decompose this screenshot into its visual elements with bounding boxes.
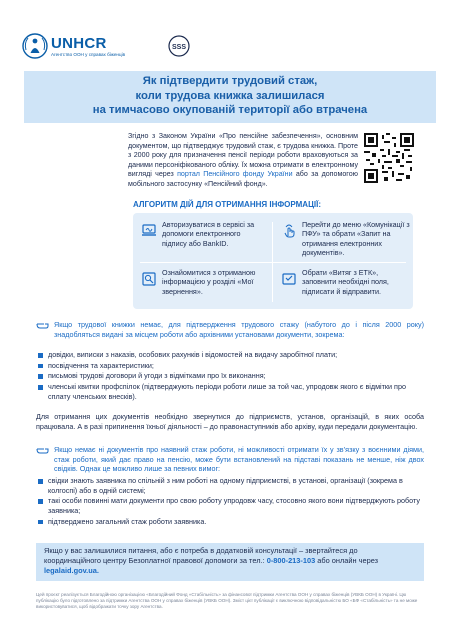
page-title <box>24 74 436 118</box>
document-search-icon <box>141 271 157 287</box>
select-form-icon <box>281 271 297 287</box>
intro-paragraph <box>128 132 358 190</box>
witnesses-note-text: Якщо немає ні документів про наявний стаж роботи, ні можливості отримати їх у зв’язку з воєнними діями, стаж роботи, який дає право на пенсію, може бути встановлений на підставі показань не менше, ніж двох свідків. Однак це можливо лише за певних вимог: <box>54 445 424 474</box>
step-2-menu-name: «Комунікації з ПФУ» <box>302 220 410 239</box>
witnesses-note <box>36 445 424 474</box>
list-item: підтверджено загальний стаж роботи заявника. <box>36 517 424 527</box>
title-line-3: на тимчасово окупованій території або втрачена <box>92 104 368 116</box>
sss-logo-icon <box>168 35 190 57</box>
step-4-text-c: , заповнити необхідні поля, підписати й відправити. <box>302 268 389 296</box>
unhcr-emblem-icon <box>22 33 48 59</box>
unhcr-logo-subtitle: Агентство ООН у справах біженців <box>51 52 126 57</box>
pointing-hand-icon <box>36 445 50 455</box>
step-3-section-name: «Мої звернення». <box>162 277 254 296</box>
contact-text-1: Якщо у вас залишилися питання, або є потреба в додатковій консультації – звертайтеся до координаційного центру Безоплатної правової допомоги за тел.: <box>44 546 358 566</box>
qr-code-icon[interactable] <box>364 133 414 183</box>
laptop-signature-icon <box>141 222 157 238</box>
list-item: свідки знають заявника по спільній з ним роботі на одному підприємстві, в установі, організації (зокрема в колгоспі) або в одній системі; <box>36 476 424 495</box>
list-item: довідки, виписки з наказів, особових рахунків і відомостей на видачу заробітної плати; <box>36 350 424 360</box>
list-item: членські квитки профспілок (підтверджують періоди роботи лише за той час, упродовж якого є відмітки про сплату членських внесків). <box>36 382 424 401</box>
sss-logo-text: SSS <box>171 43 187 51</box>
steps-divider-horizontal <box>140 262 406 263</box>
legalaid-site-link[interactable]: legalaid.gov.ua. <box>44 566 99 576</box>
step-3-text <box>162 268 266 296</box>
witness-requirements-list <box>36 476 424 528</box>
pension-fund-portal-link[interactable]: портал Пенсійного фонду України <box>177 170 293 179</box>
pointing-hand-icon <box>36 320 50 330</box>
step-2-text-c: та обрати <box>320 229 358 239</box>
step-2-text <box>302 220 410 257</box>
list-item: посвідчення та характеристики; <box>36 361 424 371</box>
unhcr-logo-text: UNHCR <box>51 35 107 52</box>
step-2-text-a: Перейти до меню <box>302 220 363 229</box>
step-4-extract-name: «Витяг з ЕТК» <box>328 268 377 277</box>
list-item: такі особи повинні мати документи про свою роботу упродовж часу, стосовно якого вони підтверджують роботу заявника; <box>36 496 424 515</box>
list-item: письмові трудові договори й угоди з відмітками про їх виконання; <box>36 371 424 381</box>
step-2-request-name: «Запит на отримання електронних документів». <box>302 229 391 257</box>
where-to-apply-paragraph: Для отримання цих документів необхідно звернутися до підприємств, установ, організацій, в яких особа працювала. А в разі припинення їхньої діяльності – до правонаступників або архіву, куди передали документацію. <box>36 412 424 431</box>
step-4-text-a: Обрати <box>302 268 329 277</box>
no-workbook-note <box>36 320 424 339</box>
contact-box <box>36 543 424 581</box>
intro-text-1: Згідно з Законом України «Про пенсійне забезпечення», основним документом, що підтверджує трудовий стаж, є трудова книжка. Проте з 2000 року для призначення пенсії періоди роботи враховуються за даними персоніфікованого обліку. Їх можна отримати в електронному вигляді через <box>128 132 358 179</box>
title-line-1: Як підтвердити трудовий стаж, <box>142 75 318 87</box>
intro-text-2: або за допомогою мобільного застосунку «Пенсійний фонд». <box>128 170 358 188</box>
logo-row <box>22 33 442 63</box>
step-3-text-a: Ознайомитися з отриманою інформацією у розділі <box>162 268 256 287</box>
footer-disclaimer: Цей проєкт реалізується Благодійною організацією «Благодійний Фонд «Стабільність» за фінансової підтримки Агентства ООН у справах біженців (УВКБ ООН) в Україні. Цю публікацію було підготовлено за підтримки Агентства ООН у справах біженців (УВКБ ООН). Зміст цієї публікації є виключною відповідальністю БО «БФ «Стабільність» та не може використовуватися, щоб відображати точку зору Агентства. <box>36 592 418 609</box>
no-workbook-note-text: Якщо трудової книжки немає, для підтвердження трудового стажу (набутого до і після 2000 року) знадобляться видані за місцем роботи або архівними установами документи, зокрема: <box>54 320 424 339</box>
step-1-text: Авторизуватися в сервісі за допомоги електронного підпису або BankID. <box>162 220 255 248</box>
step-4-text <box>302 268 410 296</box>
tap-hand-icon <box>281 222 297 238</box>
hotline-phone-link[interactable]: 0-800-213-103 <box>266 556 316 566</box>
algorithm-heading: АЛГОРИТМ ДІЙ ДЛЯ ОТРИМАННЯ ІНФОРМАЦІЇ: <box>133 200 322 209</box>
documents-list <box>36 350 424 403</box>
title-line-2: коли трудова книжка залишилася <box>135 89 325 102</box>
contact-text-2: або онлайн через <box>315 556 379 566</box>
